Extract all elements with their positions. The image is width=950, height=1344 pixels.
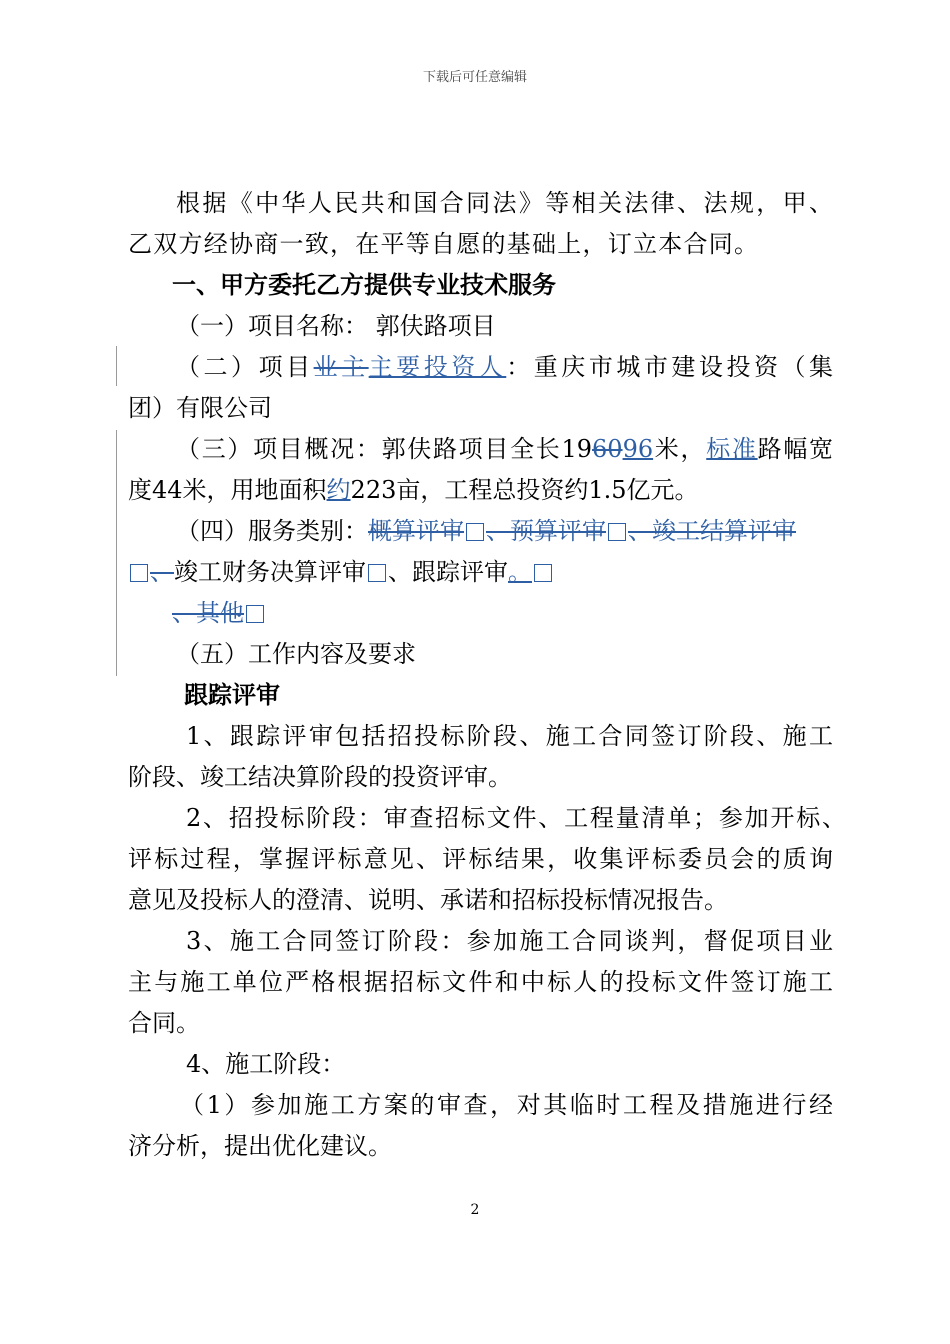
paragraph-5-line-2: 济分析，提出优化建议。 <box>128 1132 392 1160</box>
checkbox-icon <box>368 564 386 582</box>
revision-change-bar <box>116 430 117 676</box>
page-number: 2 <box>470 1202 480 1218</box>
item-service-type-line-2: 、竣工财务决算评审 、跟踪评审。 <box>128 555 554 589</box>
item-project-overview-line-1: （三）项目概况：郭伕路项目全长196096米，标准路幅宽 <box>176 435 834 463</box>
subheading-tracking-review: 跟踪评审 <box>184 680 280 709</box>
revision-change-bar <box>116 346 117 386</box>
section-heading-1: 一、甲方委托乙方提供专业技术服务 <box>172 270 556 299</box>
paragraph-2-line-3: 意见及投标人的澄清、说明、承诺和招标投标情况报告。 <box>128 886 728 914</box>
inserted-text: 主要投资人 <box>368 353 507 381</box>
deleted-text: 60 <box>592 435 623 463</box>
inserted-text: 96 <box>622 435 654 463</box>
paragraph-3-line-1: 3、施工合同签订阶段：参加施工合同谈判，督促项目业 <box>186 927 833 955</box>
item-project-overview-line-2: 度44米，用地面积约223亩，工程总投资约1.5亿元。 <box>128 476 699 504</box>
deleted-text: 、 <box>128 558 174 586</box>
deleted-text: 、其他 <box>172 599 266 627</box>
deleted-text: 业主 <box>313 353 369 381</box>
paragraph-intro-line-1: 根据《中华人民共和国合同法》等相关法律、法规，甲、 <box>176 189 833 217</box>
checkbox-icon <box>608 523 626 541</box>
inserted-text: 约 <box>326 476 351 504</box>
paragraph-5-line-1: （1）参加施工方案的审查，对其临时工程及措施进行经 <box>180 1091 833 1119</box>
paragraph-1-line-1: 1、跟踪评审包括招投标阶段、施工合同签订阶段、施工 <box>186 722 833 750</box>
paragraph-4: 4、施工阶段： <box>186 1050 346 1078</box>
inserted-text: 标准 <box>706 435 758 463</box>
checkbox-icon <box>130 564 148 582</box>
checkbox-icon <box>246 605 264 623</box>
paragraph-3-line-2: 主与施工单位严格根据招标文件和中标人的投标文件签订施工 <box>128 968 833 996</box>
item-work-content: （五）工作内容及要求 <box>176 640 416 668</box>
page-header: 下载后可任意编辑 <box>422 70 527 85</box>
paragraph-2-line-1: 2、招投标阶段：审查招标文件、工程量清单；参加开标、 <box>186 804 846 832</box>
paragraph-1-line-2: 阶段、竣工结决算阶段的投资评审。 <box>128 763 512 791</box>
checkbox-icon <box>534 564 552 582</box>
item-service-type-line-1: （四）服务类别：概算评审 、预算评审 、竣工结算评审 <box>176 517 796 545</box>
inserted-text: 。 <box>508 558 532 586</box>
paragraph-3-line-3: 合同。 <box>128 1009 200 1037</box>
item-service-type-line-3 <box>172 596 266 630</box>
paragraph-2-line-2: 评标过程，掌握评标意见、评标结果，收集评标委员会的质询 <box>128 845 833 873</box>
paragraph-intro-line-2: 乙双方经协商一致，在平等自愿的基础上，订立本合同。 <box>128 230 758 258</box>
deleted-text: 概算评审 、预算评审 、竣工结算评审 <box>368 517 796 545</box>
deleted-text <box>366 558 388 586</box>
item-project-owner-line-1: （二）项目业主主要投资人：重庆市城市建设投资（集 <box>176 353 834 381</box>
item-project-name: （一）项目名称： 郭伕路项目 <box>176 312 496 340</box>
item-project-owner-line-2: 团）有限公司 <box>128 394 272 422</box>
deleted-text <box>532 558 554 586</box>
checkbox-icon <box>466 523 484 541</box>
